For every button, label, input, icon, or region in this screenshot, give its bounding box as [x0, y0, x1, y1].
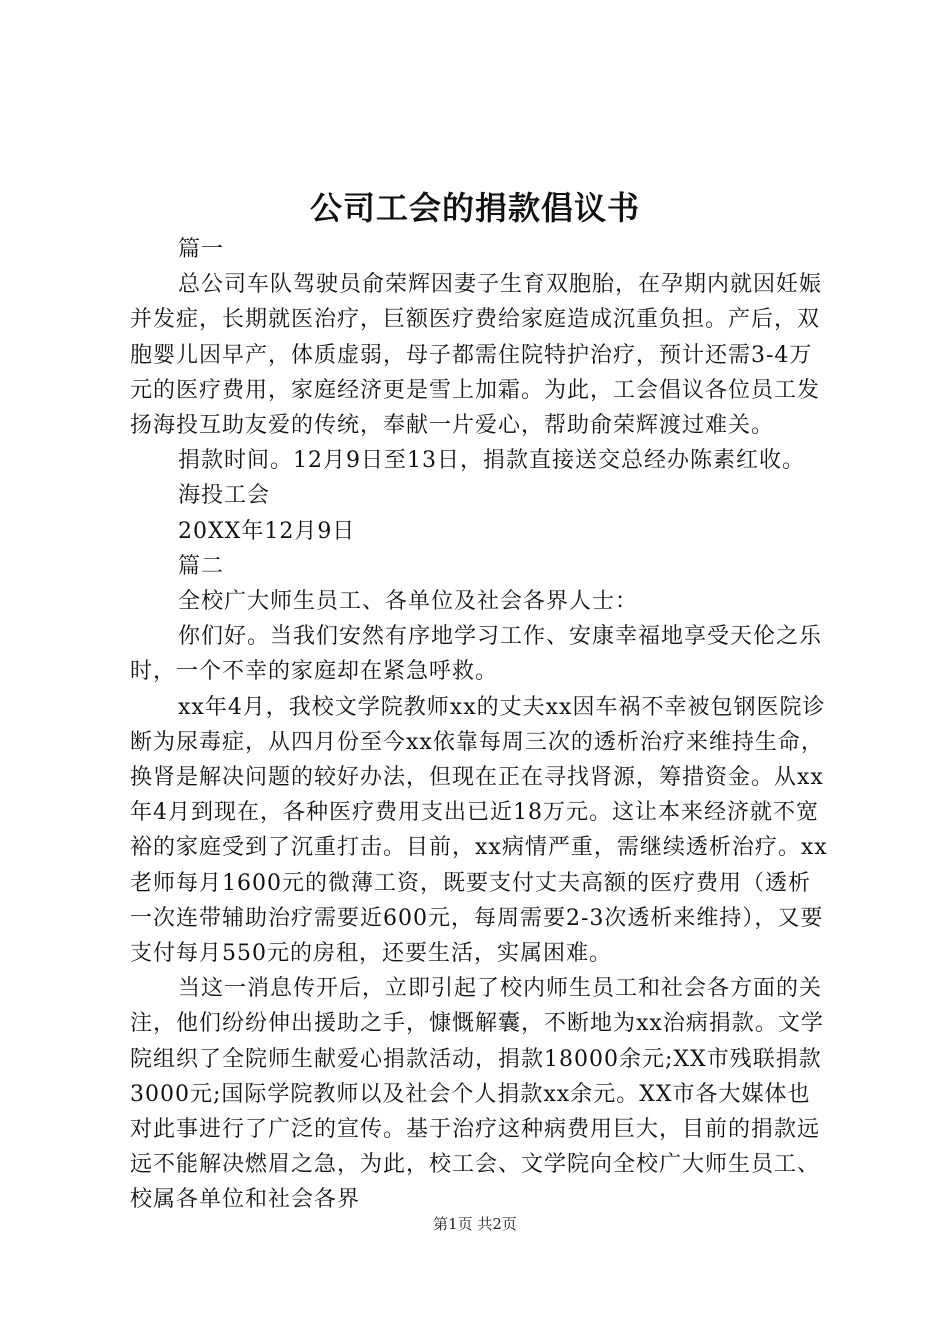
paragraph: 捐款时间。12月9日至13日，捐款直接送交总经办陈素红收。 — [178, 448, 805, 474]
section-heading-1: 篇一 — [178, 237, 225, 262]
paragraph: 你们好。当我们安然有序地学习工作、安康幸福地享受天伦之乐时，一个不幸的家庭却在紧急呼救。 — [130, 624, 823, 685]
paragraph: 总公司车队驾驶员俞荣辉因妻子生育双胞胎，在孕期内就因妊娠并发症，长期就医治疗，巨额医疗费给家庭造成沉重负担。产后，双胞婴儿因早产，体质虚弱，母子都需住院特护治疗，预计还需3-4万元的医疗费用，家庭经济更是雪上加霜。为此，工会倡议各位员工发扬海投互助友爱的传统，奉献一片爱心，帮助俞荣辉渡过难关。 — [130, 272, 823, 439]
signature-org: 海投工会 — [178, 483, 271, 509]
page-footer: 第1页 共2页 — [433, 1215, 517, 1233]
paragraph: xx年4月，我校文学院教师xx的丈夫xx因车祸不幸被包钢医院诊断为尿毒症，从四月份至今xx依靠每周三次的透析治疗来维持生命，换肾是解决问题的较好办法，但现在正在寻找肾源，筹措资金。从xx年4月到现在，各种医疗费用支出已近18万元。这让本来经济就不宽裕的家庭受到了沉重打击。目前，xx病情严重，需继续透析治疗。xx老师每月1600元的微薄工资，既要支付丈夫高额的医疗费用（透析一次连带辅助治疗需要近600元，每周需要2-3次透析来维持），又要支付每月550元的房租，还要生活，实属困难。 — [130, 694, 828, 967]
signature-date: 20XX年12月9日 — [178, 518, 356, 544]
document-title: 公司工会的捐款倡议书 — [309, 189, 640, 227]
document-body — [130, 232, 830, 1218]
paragraph: 当这一消息传开后，立即引起了校内师生员工和社会各方面的关注，他们纷纷伸出援助之手，慷慨解囊，不断地为xx治病捐款。文学院组织了全院师生献爱心捐款活动，捐款18000余元;XX市残联捐款3000元;国际学院教师以及社会个人捐款xx余元。XX市各大媒体也对此事进行了广泛的宣传。基于治疗这种病费用巨大，目前的捐款远远不能解决燃眉之急，为此，校工会、文学院向全校广大师生员工、校属各单位和社会各界 — [130, 976, 824, 1213]
salutation: 全校广大师生员工、各单位及社会各界人士： — [178, 589, 639, 615]
section-heading-2: 篇二 — [178, 553, 225, 579]
